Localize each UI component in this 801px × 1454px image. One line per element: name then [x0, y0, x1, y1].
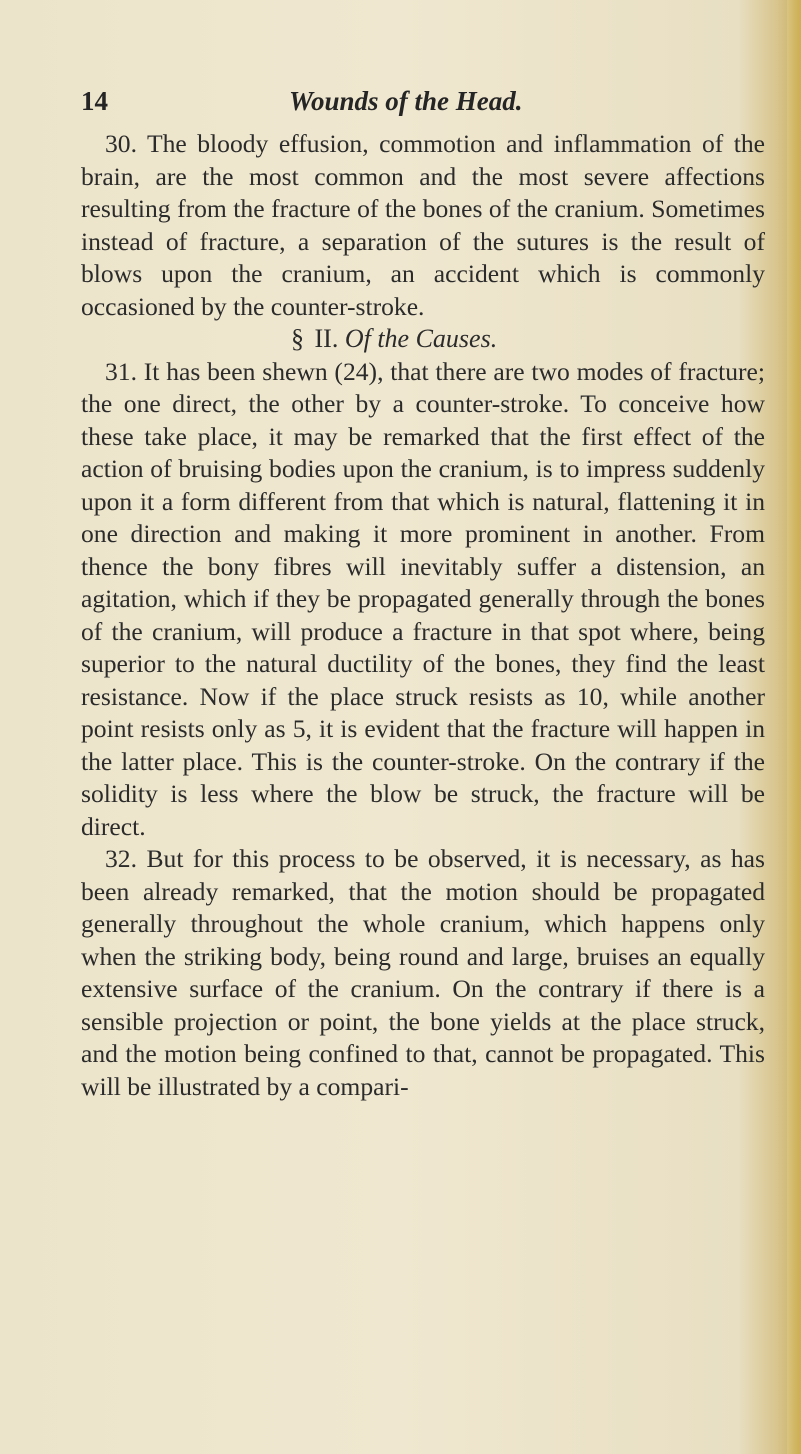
paragraph-32: 32. But for this process to be observed, it is necessary, as has been already remarked, that the motion should be propagated generally throughout the whole cranium, which happens only when the striking body, being round and large, bruises an equally extensive surface of the cranium. On the contrary if there is a sensible projection or point, the bone yields at the place struck, and the motion being confined to that, cannot be propagated. This will be illustrated by a compari- [81, 844, 765, 1101]
section-heading [81, 323, 765, 356]
paragraph-31: 31. It has been shewn (24), that there are two modes of fracture; the one direct, the other by a counter-stroke. To conceive how these take place, it may be remarked that the first effect of the action of bruising bodies upon the cranium, is to impress suddenly upon it a form different from that which is natural, flattening it in one direction and making it more prominent in another. From thence the bony fibres will inevitably suffer a distension, an agitation, which if they be propagated generally through the bones of the cranium, will produce a fracture in that spot where, being superior to the natural ductility of the bones, they find the least resistance. Now if the place struck resists as 10, while another point resists only as 5, it is evident that the fracture will happen in the latter place. This is the counter-stroke. On the contrary if the solidity is less where the blow be struck, the fracture will be direct. [81, 356, 765, 841]
page-edge [787, 0, 801, 1454]
running-header [81, 86, 761, 122]
section-title: Of the Causes. [344, 324, 498, 353]
page-number: 14 [81, 86, 108, 116]
section-number: II. [314, 324, 339, 353]
running-title: Wounds of the Head. [289, 86, 523, 116]
paragraph-30: 30. The bloody effusion, commotion and inflammation of the brain, are the most common and the most severe affections resulting from the fracture of the bones of the cranium. Sometimes instead of fracture, a separation of the sutures is the result of blows upon the cranium, an accident which is commonly occasioned by the counter-stroke. [81, 129, 765, 321]
body-text [81, 128, 765, 1103]
section-symbol: § [291, 324, 304, 353]
